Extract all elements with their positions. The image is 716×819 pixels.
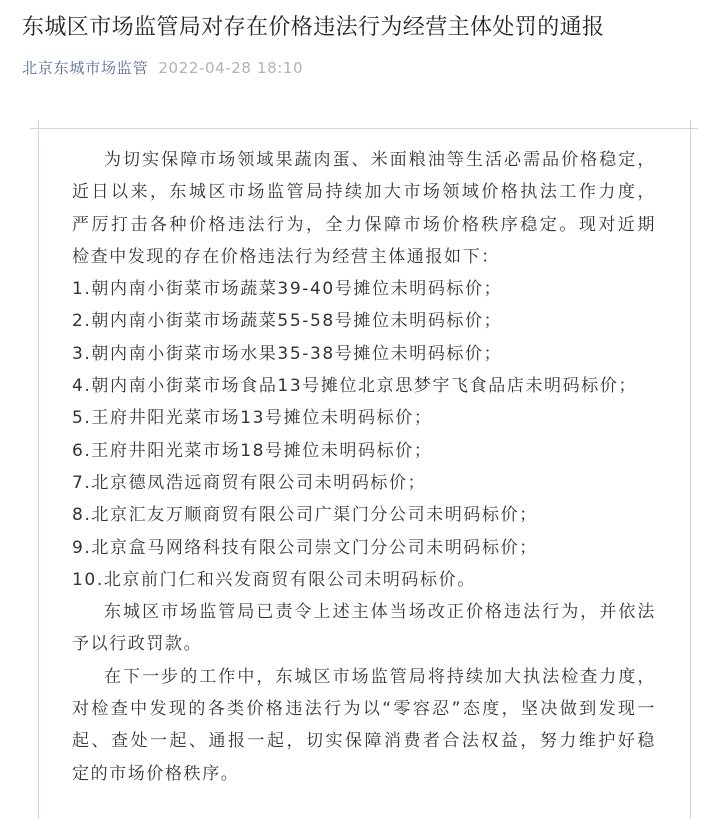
violation-list	[72, 273, 656, 596]
text-line: 对检查中发现的各类价格违法行为以“零容忍”态度，坚决做到发现一	[72, 699, 656, 720]
violation-item: 1.朝内南小街菜市场蔬菜39-40号摊位未明码标价；	[72, 279, 503, 300]
action-paragraph	[72, 596, 656, 661]
text-line: 检查中发现的存在价格违法行为经营主体通报如下：	[72, 246, 500, 267]
violation-item: 4.朝内南小街菜市场食品13号摊位北京思梦宇飞食品店未明码标价；	[72, 376, 638, 397]
text-line: 予以行政罚款。	[72, 634, 203, 655]
next-steps-paragraph	[72, 661, 656, 790]
text-line: 起、查处一起、通报一起，切实保障消费者合法权益，努力维护好稳	[72, 731, 656, 752]
text-line: 在下一步的工作中，东城区市场监管局将持续加大执法检查力度，	[104, 666, 656, 687]
violation-item: 2.朝内南小街菜市场蔬菜55-58号摊位未明码标价；	[72, 311, 503, 332]
text-line: 近日以来，东城区市场监管局持续加大市场领域价格执法工作力度，	[72, 182, 656, 203]
text-line: 东城区市场监管局已责令上述主体当场改正价格违法行为，并依法	[104, 602, 656, 623]
corner-mark-top-left	[38, 120, 39, 136]
article-body	[72, 144, 656, 790]
intro-paragraph	[72, 144, 656, 273]
text-line: 严厉打击各种价格违法行为，全力保障市场价格秩序稳定。现对近期	[72, 214, 656, 235]
article-title: 东城区市场监管局对存在价格违法行为经营主体处罚的通报	[22, 15, 605, 40]
violation-item: 6.王府井阳光菜市场18号摊位未明码标价；	[72, 440, 433, 461]
corner-mark-top-right	[690, 120, 691, 136]
account-name-link[interactable]: 北京东城市场监管	[22, 59, 149, 77]
violation-item: 5.王府井阳光菜市场13号摊位未明码标价；	[72, 408, 433, 429]
text-line: 为切实保障市场领域果蔬肉蛋、米面粮油等生活必需品价格稳定，	[104, 150, 656, 170]
violation-item: 7.北京德凤浩远商贸有限公司未明码标价；	[72, 472, 427, 493]
violation-item: 9.北京盒马网络科技有限公司崇文门分公司未明码标价；	[72, 537, 538, 558]
text-line: 定的市场价格秩序。	[72, 763, 240, 784]
violation-item: 3.朝内南小街菜市场水果35-38号摊位未明码标价；	[72, 343, 503, 364]
violation-item: 10.北京前门仁和兴发商贸有限公司未明码标价。	[72, 569, 476, 590]
publish-time: 2022-04-28 18:10	[158, 59, 304, 77]
article-byline	[22, 58, 303, 78]
violation-item: 8.北京汇友万顺商贸有限公司广渠门分公司未明码标价；	[72, 505, 538, 526]
